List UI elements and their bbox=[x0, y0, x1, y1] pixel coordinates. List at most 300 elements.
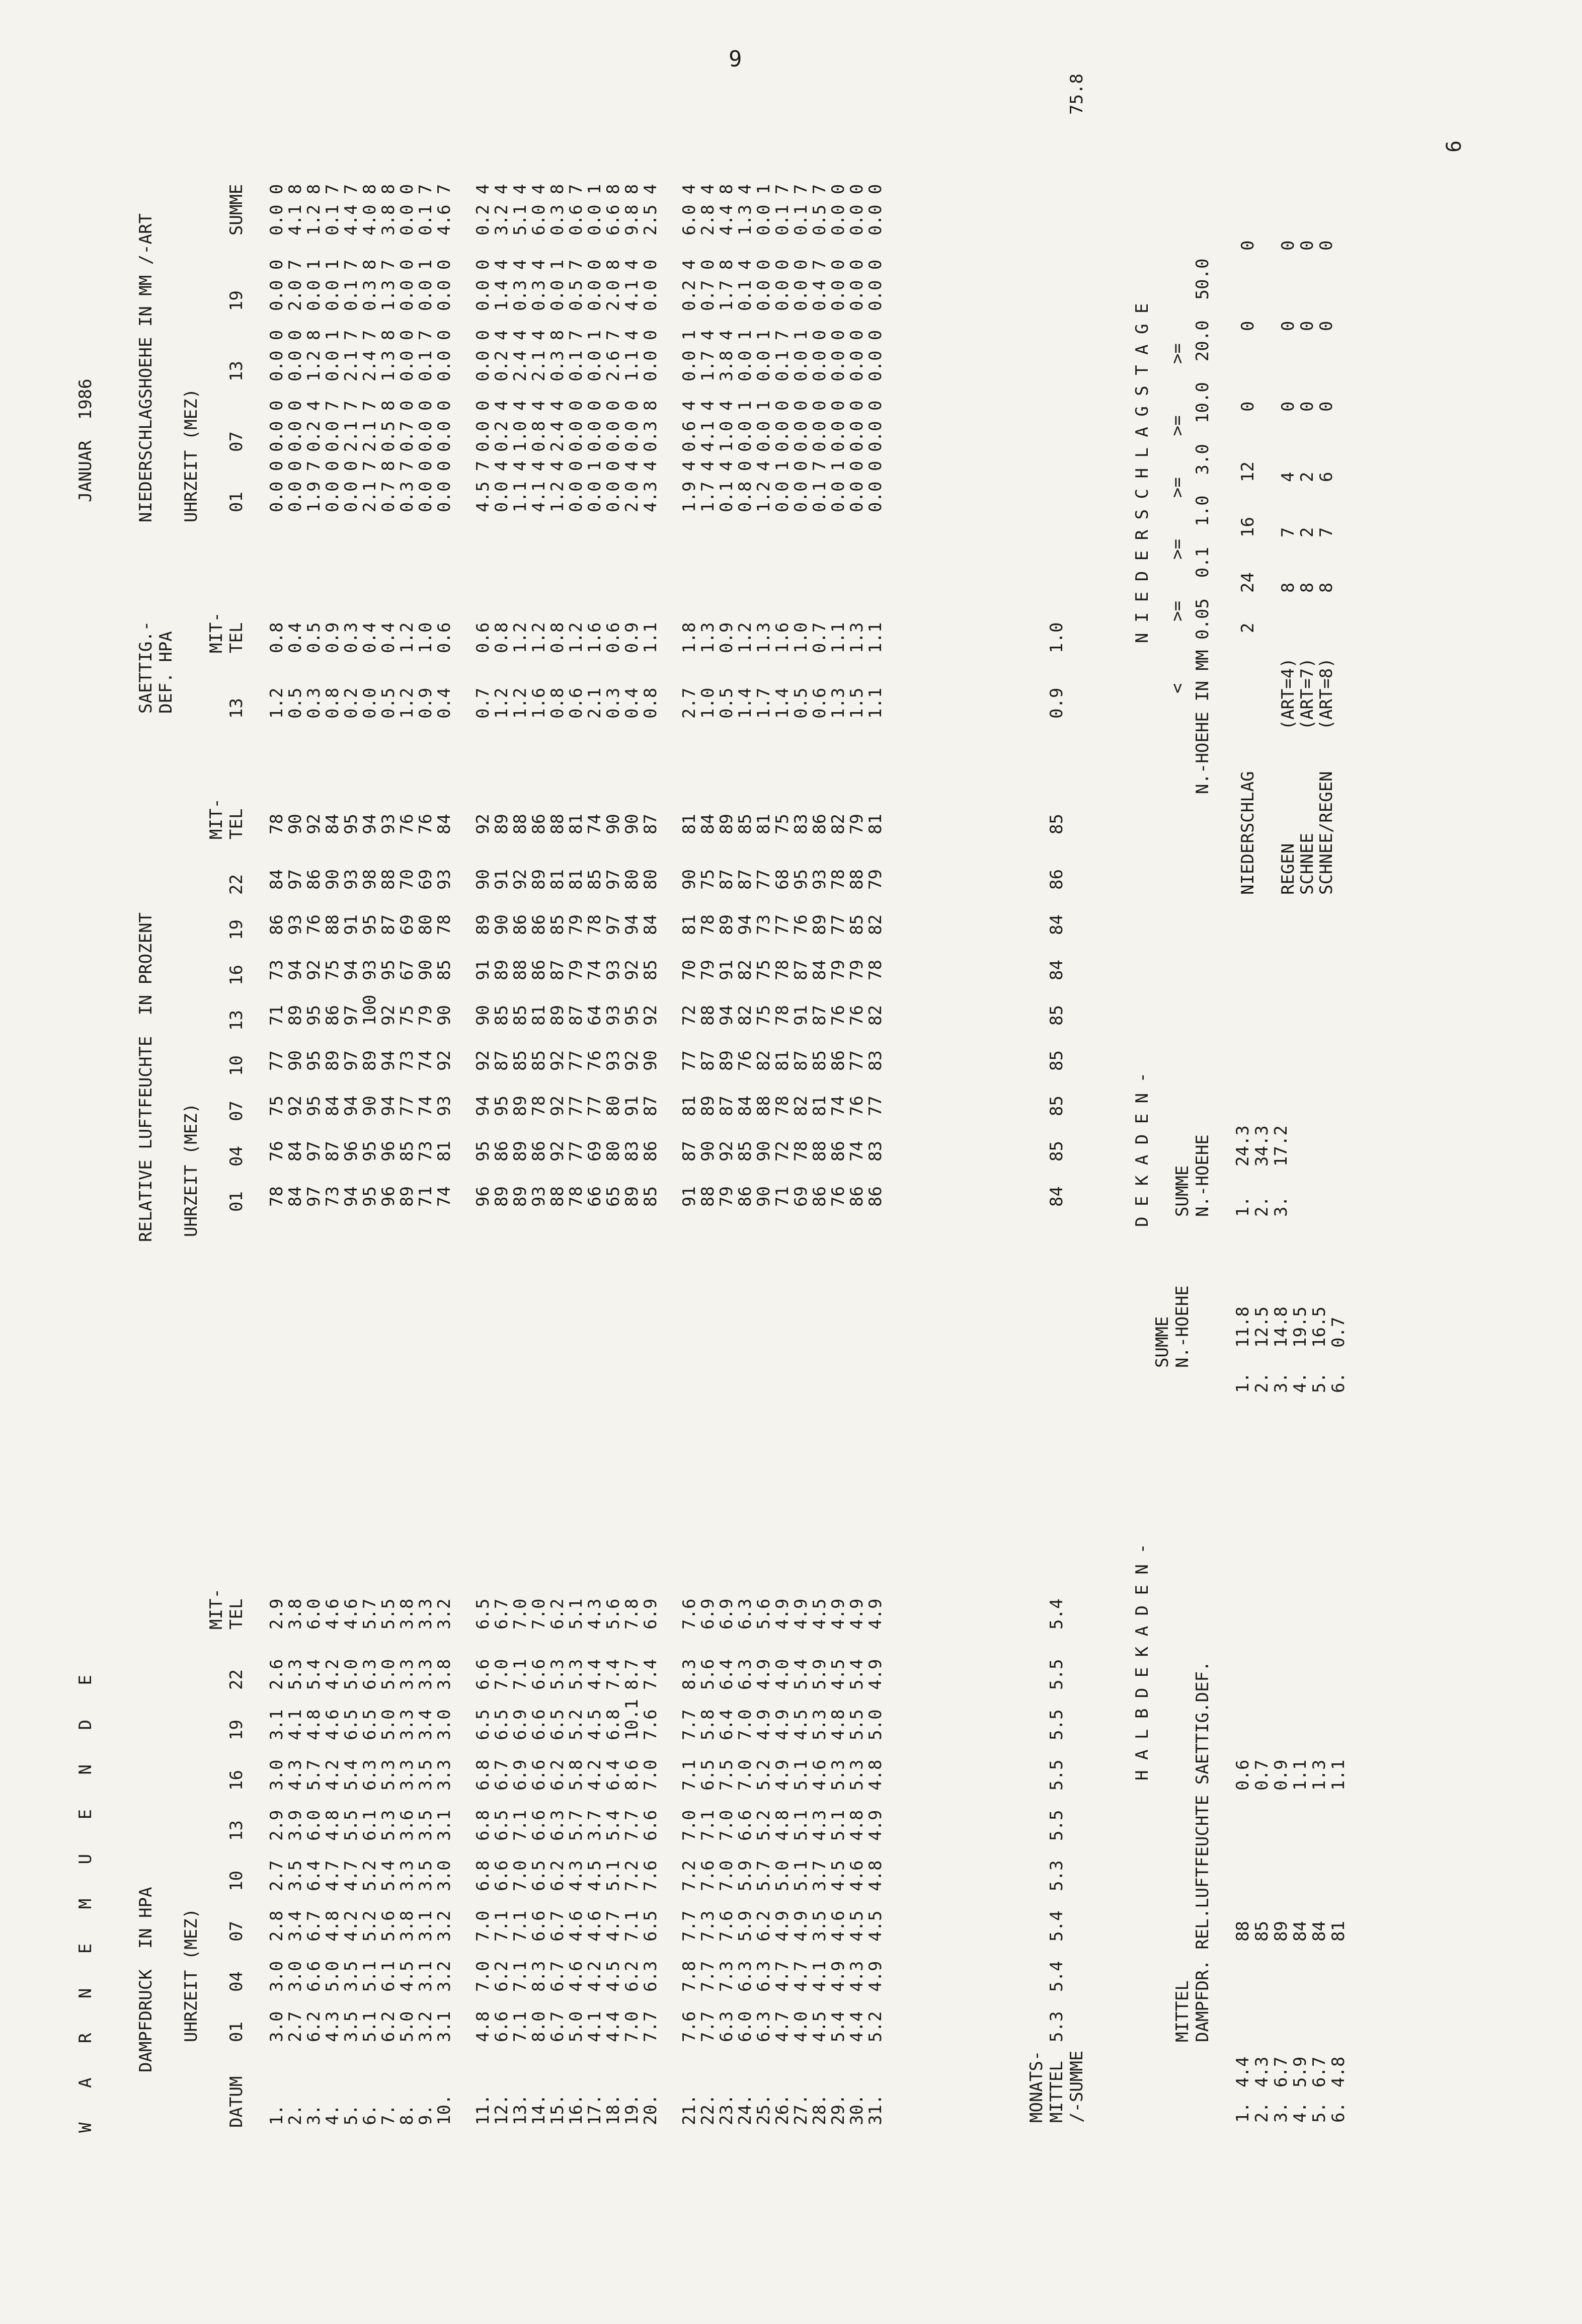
niederschlag-cell: 0.0 0 bbox=[641, 330, 661, 381]
niederschlag-cell: 3.8 8 bbox=[378, 184, 399, 236]
niederschlag-cell: 0.6 7 bbox=[566, 184, 586, 236]
luftfeuchte-cell: 87 bbox=[791, 960, 811, 980]
luftfeuchte-cell: 88 bbox=[547, 814, 568, 834]
niederschlag-cell: 1.7 8 bbox=[717, 259, 737, 311]
dampfdruck-cell: 4.8 bbox=[865, 1860, 886, 1891]
dampfdruck-cell: 5.6 bbox=[603, 1598, 623, 1630]
luftfeuchte-cell: 78 bbox=[698, 914, 718, 935]
luftfeuchte-cell: 76 bbox=[828, 1005, 848, 1026]
dampfdruck-cell: 6.8 bbox=[473, 1810, 493, 1841]
dampfdruck-cell: 3.0 bbox=[285, 1961, 305, 1992]
niederschlag-cell: 0.0 0 bbox=[566, 400, 586, 452]
dampfdruck-cell: 3.5 bbox=[810, 1910, 830, 1942]
luftfeuchte-cell: 82 bbox=[791, 1096, 811, 1116]
dampfdruck-cell: 5.7 bbox=[566, 1810, 586, 1841]
niederschlag-cell: 0.0 0 bbox=[603, 400, 623, 452]
niederschlag-cell: 1.3 8 bbox=[378, 330, 399, 381]
niederschlag-col-header: 01 bbox=[226, 492, 247, 512]
saettigung-cell: 1.6 bbox=[585, 622, 605, 653]
luftfeuchte-cell: 93 bbox=[529, 1186, 549, 1207]
luftfeuchte-cell: 86 bbox=[267, 914, 287, 935]
dampfdruck-cell: 4.8 bbox=[323, 1810, 343, 1841]
niederschlag-col-header: 19 bbox=[226, 290, 247, 311]
datum-cell: 7. bbox=[378, 2105, 399, 2125]
datum-cell: 12. bbox=[492, 2094, 512, 2125]
dampfdruck-cell: 5.4 bbox=[847, 1659, 867, 1690]
luftfeuchte-cell: 86 bbox=[492, 1141, 512, 1161]
niederschlag-cell: 1.1 4 bbox=[510, 460, 530, 512]
dampfdruck-cell: 5.1 bbox=[791, 1759, 811, 1791]
datum-cell: 25. bbox=[754, 2094, 774, 2125]
luftfeuchte-cell: 91 bbox=[341, 914, 361, 935]
dampfdruck-cell: 5.5 bbox=[847, 1709, 867, 1740]
dampfdruck-col-header: 13 bbox=[226, 1820, 247, 1841]
saettigung-cell: 0.3 bbox=[603, 687, 623, 719]
niederschlag-cell: 0.5 7 bbox=[810, 184, 830, 236]
luftfeuchte-cell: 65 bbox=[603, 1186, 623, 1207]
luftfeuchte-cell: 80 bbox=[641, 869, 661, 890]
dampfdruck-cell: 5.0 bbox=[772, 1860, 793, 1891]
luftfeuchte-cell: 92 bbox=[641, 1005, 661, 1026]
dekade-summe: 17.2 bbox=[1271, 1125, 1291, 1167]
luftfeuchte-cell: 86 bbox=[828, 1141, 848, 1161]
luftfeuchte-cell: 73 bbox=[754, 914, 774, 935]
dampfdruck-cell: 4.2 bbox=[585, 1759, 605, 1791]
saettigung-cell: 1.1 bbox=[865, 687, 886, 719]
dampfdruck-cell: 6.7 bbox=[547, 1910, 568, 1942]
dampfdruck-cell: 6.7 bbox=[547, 2011, 568, 2042]
dampfdruck-cell: 4.9 bbox=[865, 1659, 886, 1690]
halbdekade-dampfdruck: 6.7 bbox=[1309, 2056, 1329, 2087]
dampfdruck-cell: 8.6 bbox=[622, 1759, 642, 1791]
monthly-luftfeuchte-cell: 86 bbox=[1047, 869, 1067, 890]
saettigung-cell: 0.7 bbox=[810, 622, 830, 653]
luftfeuchte-cell: 84 bbox=[323, 814, 343, 834]
dampfdruck-cell: 6.9 bbox=[698, 1598, 718, 1630]
dampfdruck-cell: 6.7 bbox=[304, 1910, 324, 1942]
dampfdruck-cell: 5.5 bbox=[378, 1598, 399, 1630]
dampfdruck-cell: 3.2 bbox=[434, 1961, 454, 1992]
saettigung-cell: 1.4 bbox=[735, 687, 755, 719]
dampfdruck-cell: 6.0 bbox=[304, 1810, 324, 1841]
luftfeuchte-cell: 92 bbox=[285, 1096, 305, 1116]
niederschlag-cell: 0.0 0 bbox=[585, 400, 605, 452]
dampfdruck-cell: 7.7 bbox=[679, 1910, 699, 1942]
niederschlag-cell: 0.0 0 bbox=[434, 460, 454, 512]
dampfdruck-cell: 6.8 bbox=[473, 1759, 493, 1791]
niederschlag-cell: 0.0 0 bbox=[847, 259, 867, 311]
niederschlag-cell: 0.0 0 bbox=[754, 259, 774, 311]
halbdekade-index-2: 5. bbox=[1309, 1372, 1329, 1393]
luftfeuchte-cell: 90 bbox=[603, 814, 623, 834]
saettigung-cell: 0.5 bbox=[285, 687, 305, 719]
luftfeuchte-cell: 92 bbox=[547, 1050, 568, 1071]
luftfeuchte-cell: 75 bbox=[698, 869, 718, 890]
saettigung-cell: 1.6 bbox=[772, 622, 793, 653]
luftfeuchte-cell: 92 bbox=[434, 1050, 454, 1071]
luftfeuchte-cell: 95 bbox=[473, 1141, 493, 1161]
halbdekade-dampfdruck: 4.8 bbox=[1328, 2056, 1349, 2087]
datum-cell: 16. bbox=[566, 2094, 586, 2125]
dampfdruck-cell: 5.9 bbox=[735, 1860, 755, 1891]
dampfdruck-cell: 7.0 bbox=[641, 1759, 661, 1791]
luftfeuchte-cell: 95 bbox=[304, 1005, 324, 1026]
dampfdruck-cell: 3.7 bbox=[585, 1810, 605, 1841]
luftfeuchte-cell: 89 bbox=[492, 960, 512, 980]
niederschlag-cell: 1.3 4 bbox=[735, 184, 755, 236]
dampfdruck-cell: 4.7 bbox=[603, 1910, 623, 1942]
luftfeuchte-cell: 87 bbox=[791, 1050, 811, 1071]
luftfeuchte-cell: 71 bbox=[267, 1005, 287, 1026]
datum-cell: 8. bbox=[397, 2105, 417, 2125]
luftfeuchte-cell: 88 bbox=[510, 814, 530, 834]
saettigung-cell: 1.3 bbox=[754, 622, 774, 653]
luftfeuchte-cell: 85 bbox=[847, 914, 867, 935]
niederschlag-cell: 6.6 8 bbox=[603, 184, 623, 236]
luftfeuchte-cell: 89 bbox=[717, 1050, 737, 1071]
niederschlag-cell: 4.1 4 bbox=[698, 400, 718, 452]
dekade-index: 1. bbox=[1233, 1196, 1253, 1217]
dampfdruck-cell: 4.2 bbox=[341, 1910, 361, 1942]
luftfeuchte-cell: 94 bbox=[622, 914, 642, 935]
luftfeuchte-cell: 77 bbox=[754, 869, 774, 890]
luftfeuchte-cell: 79 bbox=[847, 960, 867, 980]
niederschlag-cell: 5.1 4 bbox=[510, 184, 530, 236]
halbdekaden-title: H A L B D E K A D E N - bbox=[1132, 1543, 1152, 1780]
dampfdruck-col-header: 19 bbox=[226, 1720, 247, 1740]
dampfdruck-cell: 7.0 bbox=[492, 1659, 512, 1690]
niederschlag-cell: 0.0 0 bbox=[434, 259, 454, 311]
monthly-luftfeuchte-cell: 84 bbox=[1047, 960, 1067, 980]
niederschlagstage-type-value: 0 bbox=[1316, 401, 1336, 412]
niederschlag-cell: 1.3 7 bbox=[378, 259, 399, 311]
luftfeuchte-cell: 85 bbox=[547, 914, 568, 935]
monthly-dampfdruck-cell: 5.3 bbox=[1047, 2011, 1067, 2042]
dampfdruck-col-header: MIT- TEL bbox=[206, 1588, 247, 1630]
dampfdruck-cell: 7.4 bbox=[603, 1659, 623, 1690]
luftfeuchte-cell: 90 bbox=[285, 814, 305, 834]
niederschlag-cell: 0.0 1 bbox=[416, 259, 436, 311]
dampfdruck-cell: 5.7 bbox=[360, 1598, 380, 1630]
dampfdruck-cell: 6.3 bbox=[754, 1961, 774, 1992]
halbdekaden-header-mittel: MITTEL DAMPFDR. REL.LUFTFEUCHTE SAETTIG.DEF. bbox=[1172, 1661, 1213, 2042]
dampfdruck-cell: 7.0 bbox=[529, 1598, 549, 1630]
niederschlag-cell: 0.0 0 bbox=[473, 259, 493, 311]
luftfeuchte-cell: 89 bbox=[510, 1186, 530, 1207]
dampfdruck-cell: 6.7 bbox=[492, 1759, 512, 1791]
luftfeuchte-cell: 93 bbox=[341, 869, 361, 890]
dampfdruck-cell: 5.3 bbox=[847, 1759, 867, 1791]
station-title: W A R N E M U E N D E bbox=[75, 1663, 96, 2133]
dampfdruck-cell: 5.8 bbox=[698, 1709, 718, 1740]
luftfeuchte-cell: 89 bbox=[810, 914, 830, 935]
datum-cell: 5. bbox=[341, 2105, 361, 2125]
luftfeuchte-cell: 69 bbox=[397, 914, 417, 935]
dampfdruck-cell: 4.4 bbox=[585, 1659, 605, 1690]
niederschlag-cell: 1.1 4 bbox=[622, 330, 642, 381]
luftfeuchte-cell: 75 bbox=[754, 960, 774, 980]
niederschlag-cell: 1.2 8 bbox=[304, 184, 324, 236]
dampfdruck-cell: 4.8 bbox=[772, 1810, 793, 1841]
saettigung-cell: 0.6 bbox=[566, 687, 586, 719]
saettigung-cell: 1.2 bbox=[529, 622, 549, 653]
datum-cell: 23. bbox=[717, 2094, 737, 2125]
dampfdruck-cell: 8.7 bbox=[622, 1659, 642, 1690]
luftfeuchte-cell: 87 bbox=[566, 1005, 586, 1026]
luftfeuchte-cell: 75 bbox=[772, 814, 793, 834]
halbdekade-summe: 14.8 bbox=[1271, 1306, 1291, 1348]
dampfdruck-cell: 2.9 bbox=[267, 1810, 287, 1841]
monthly-luftfeuchte-cell: 85 bbox=[1047, 814, 1067, 834]
luftfeuchte-cell: 81 bbox=[810, 1096, 830, 1116]
dampfdruck-cell: 4.9 bbox=[772, 1598, 793, 1630]
luftfeuchte-cell: 95 bbox=[360, 1141, 380, 1161]
niederschlag-cell: 0.0 0 bbox=[434, 400, 454, 452]
luftfeuchte-cell: 83 bbox=[622, 1141, 642, 1161]
luftfeuchte-cell: 80 bbox=[416, 914, 436, 935]
luftfeuchte-col-header: 22 bbox=[226, 874, 247, 895]
dampfdruck-cell: 7.1 bbox=[510, 1810, 530, 1841]
dampfdruck-cell: 4.5 bbox=[603, 1961, 623, 1992]
datum-cell: 14. bbox=[529, 2094, 549, 2125]
dampfdruck-cell: 4.3 bbox=[566, 1860, 586, 1891]
monthly-saettigung-cell: 1.0 bbox=[1047, 622, 1067, 653]
luftfeuchte-cell: 86 bbox=[810, 814, 830, 834]
luftfeuchte-cell: 95 bbox=[791, 869, 811, 890]
dampfdruck-cell: 3.5 bbox=[416, 1860, 436, 1891]
dampfdruck-cell: 6.3 bbox=[754, 2011, 774, 2042]
luftfeuchte-cell: 90 bbox=[754, 1186, 774, 1207]
dampfdruck-cell: 6.2 bbox=[547, 1759, 568, 1791]
niederschlag-cell: 0.6 4 bbox=[679, 400, 699, 452]
luftfeuchte-cell: 90 bbox=[473, 1005, 493, 1026]
niederschlag-label: NIEDERSCHLAG bbox=[1238, 771, 1258, 895]
luftfeuchte-cell: 78 bbox=[865, 960, 886, 980]
dampfdruck-cell: 6.5 bbox=[492, 1810, 512, 1841]
luftfeuchte-cell: 92 bbox=[304, 960, 324, 980]
dampfdruck-cell: 7.3 bbox=[717, 1961, 737, 1992]
niederschlag-cell: 0.0 1 bbox=[323, 330, 343, 381]
luftfeuchte-cell: 93 bbox=[810, 869, 830, 890]
halbdekade-saettigung: 1.1 bbox=[1290, 1759, 1310, 1791]
dampfdruck-cell: 5.3 bbox=[378, 1810, 399, 1841]
niederschlag-cell: 0.0 1 bbox=[735, 330, 755, 381]
dampfdruck-cell: 6.3 bbox=[735, 1598, 755, 1630]
dampfdruck-cell: 3.3 bbox=[397, 1659, 417, 1690]
luftfeuchte-cell: 90 bbox=[285, 1050, 305, 1071]
dampfdruck-cell: 5.7 bbox=[304, 1759, 324, 1791]
dampfdruck-cell: 7.6 bbox=[641, 1860, 661, 1891]
dampfdruck-cell: 8.3 bbox=[679, 1659, 699, 1690]
dampfdruck-cell: 7.0 bbox=[735, 1709, 755, 1740]
dampfdruck-cell: 3.3 bbox=[397, 1860, 417, 1891]
dampfdruck-cell: 3.0 bbox=[267, 1759, 287, 1791]
dampfdruck-cell: 6.9 bbox=[510, 1759, 530, 1791]
dampfdruck-cell: 3.5 bbox=[416, 1810, 436, 1841]
luftfeuchte-cell: 79 bbox=[566, 960, 586, 980]
luftfeuchte-cell: 98 bbox=[360, 869, 380, 890]
niederschlag-subtitle: UHRZEIT (MEZ) bbox=[181, 388, 201, 522]
niederschlag-cell: 0.0 0 bbox=[603, 460, 623, 512]
luftfeuchte-cell: 94 bbox=[341, 1096, 361, 1116]
luftfeuchte-cell: 78 bbox=[791, 1141, 811, 1161]
niederschlag-col-header: 13 bbox=[226, 361, 247, 381]
niederschlag-cell: 0.0 1 bbox=[772, 460, 793, 512]
luftfeuchte-cell: 81 bbox=[434, 1141, 454, 1161]
halbdekade-luftfeuchte: 88 bbox=[1233, 1921, 1253, 1942]
luftfeuchte-cell: 85 bbox=[434, 960, 454, 980]
luftfeuchte-cell: 74 bbox=[434, 1186, 454, 1207]
luftfeuchte-cell: 77 bbox=[828, 914, 848, 935]
luftfeuchte-cell: 88 bbox=[810, 1141, 830, 1161]
luftfeuchte-cell: 76 bbox=[791, 914, 811, 935]
luftfeuchte-cell: 87 bbox=[547, 960, 568, 980]
datum-cell: 24. bbox=[735, 2094, 755, 2125]
dampfdruck-cell: 4.8 bbox=[847, 1810, 867, 1841]
niederschlag-cell: 0.0 1 bbox=[828, 460, 848, 512]
luftfeuchte-cell: 92 bbox=[510, 869, 530, 890]
niederschlag-cell: 0.1 7 bbox=[772, 330, 793, 381]
niederschlag-cell: 0.0 0 bbox=[267, 330, 287, 381]
niederschlag-cell: 0.3 8 bbox=[547, 184, 568, 236]
datum-cell: 30. bbox=[847, 2094, 867, 2125]
luftfeuchte-cell: 86 bbox=[323, 1005, 343, 1026]
luftfeuchte-cell: 89 bbox=[510, 1141, 530, 1161]
dampfdruck-cell: 4.9 bbox=[865, 1810, 886, 1841]
luftfeuchte-cell: 88 bbox=[323, 914, 343, 935]
monthly-dampfdruck-cell: 5.5 bbox=[1047, 1810, 1067, 1841]
halbdekade-saettigung: 0.7 bbox=[1252, 1759, 1272, 1791]
dampfdruck-cell: 5.1 bbox=[791, 1810, 811, 1841]
luftfeuchte-cell: 83 bbox=[865, 1141, 886, 1161]
dampfdruck-cell: 6.0 bbox=[735, 2011, 755, 2042]
dampfdruck-cell: 4.4 bbox=[603, 2011, 623, 2042]
niederschlag-cell: 2.1 7 bbox=[360, 460, 380, 512]
saettigung-cell: 0.6 bbox=[473, 622, 493, 653]
saettigung-cell: 0.3 bbox=[341, 622, 361, 653]
saettigung-col-header: 13 bbox=[226, 698, 247, 719]
luftfeuchte-cell: 84 bbox=[285, 1141, 305, 1161]
dekade-index: 2. bbox=[1252, 1196, 1272, 1217]
luftfeuchte-cell: 89 bbox=[717, 814, 737, 834]
niederschlagstage-type-label: SCHNEE/REGEN (ART=8) bbox=[1316, 658, 1336, 895]
halbdekade-index: 5. bbox=[1309, 2102, 1329, 2123]
niederschlag-cell: 0.5 7 bbox=[566, 259, 586, 311]
dampfdruck-cell: 6.6 bbox=[529, 1659, 549, 1690]
saettigung-cell: 1.2 bbox=[492, 687, 512, 719]
dampfdruck-cell: 5.4 bbox=[378, 1860, 399, 1891]
halbdekade-index: 2. bbox=[1252, 2102, 1272, 2123]
dampfdruck-cell: 5.1 bbox=[791, 1860, 811, 1891]
luftfeuchte-cell: 87 bbox=[698, 1050, 718, 1071]
dampfdruck-cell: 4.9 bbox=[847, 1598, 867, 1630]
saettigung-cell: 2.7 bbox=[679, 687, 699, 719]
saettigung-cell: 0.4 bbox=[622, 687, 642, 719]
dampfdruck-cell: 5.7 bbox=[754, 1860, 774, 1891]
luftfeuchte-col-header: 10 bbox=[226, 1055, 247, 1076]
niederschlag-cell: 0.0 0 bbox=[473, 400, 493, 452]
luftfeuchte-cell: 76 bbox=[397, 814, 417, 834]
saettigung-cell: 1.2 bbox=[735, 622, 755, 653]
dampfdruck-cell: 3.7 bbox=[810, 1860, 830, 1891]
dampfdruck-cell: 6.3 bbox=[547, 1810, 568, 1841]
dekade-summe: 34.3 bbox=[1252, 1125, 1272, 1167]
luftfeuchte-cell: 88 bbox=[698, 1186, 718, 1207]
luftfeuchte-cell: 82 bbox=[735, 960, 755, 980]
luftfeuchte-cell: 75 bbox=[754, 1005, 774, 1026]
saettigung-cell: 1.3 bbox=[828, 687, 848, 719]
saettigung-cell: 0.2 bbox=[341, 687, 361, 719]
dampfdruck-cell: 7.1 bbox=[510, 2011, 530, 2042]
luftfeuchte-col-header: 16 bbox=[226, 965, 247, 985]
dampfdruck-cell: 7.1 bbox=[622, 1910, 642, 1942]
saettigung-cell: 0.8 bbox=[323, 687, 343, 719]
luftfeuchte-cell: 76 bbox=[735, 1050, 755, 1071]
niederschlag-cell: 2.1 4 bbox=[529, 330, 549, 381]
niederschlag-cell: 0.0 1 bbox=[323, 259, 343, 311]
luftfeuchte-cell: 85 bbox=[585, 869, 605, 890]
dampfdruck-cell: 7.6 bbox=[717, 1910, 737, 1942]
monthly-dampfdruck-cell: 5.4 bbox=[1047, 1910, 1067, 1942]
niederschlagstage-type-label: REGEN (ART=4) bbox=[1278, 658, 1298, 895]
halbdekade-summe: 11.8 bbox=[1233, 1306, 1253, 1348]
luftfeuchte-cell: 79 bbox=[717, 1186, 737, 1207]
dampfdruck-cell: 7.0 bbox=[679, 1810, 699, 1841]
niederschlag-cell: 1.0 4 bbox=[510, 400, 530, 452]
luftfeuchte-cell: 86 bbox=[529, 914, 549, 935]
saettigung-cell: 1.2 bbox=[510, 687, 530, 719]
luftfeuchte-cell: 89 bbox=[547, 1005, 568, 1026]
dampfdruck-title: DAMPFDRUCK IN HPA bbox=[136, 1887, 156, 2072]
monthly-luftfeuchte-cell: 85 bbox=[1047, 1005, 1067, 1026]
datum-cell: 4. bbox=[323, 2105, 343, 2125]
niederschlag-cell: 4.3 4 bbox=[641, 460, 661, 512]
dampfdruck-cell: 7.8 bbox=[679, 1961, 699, 1992]
dampfdruck-cell: 3.3 bbox=[416, 1598, 436, 1630]
luftfeuchte-cell: 76 bbox=[828, 1186, 848, 1207]
luftfeuchte-cell: 81 bbox=[754, 814, 774, 834]
niederschlag-cell: 0.0 0 bbox=[473, 330, 493, 381]
niederschlag-cell: 4.1 4 bbox=[622, 259, 642, 311]
halbdekade-index: 6. bbox=[1328, 2102, 1349, 2123]
luftfeuchte-cell: 85 bbox=[510, 1050, 530, 1071]
dampfdruck-cell: 3.0 bbox=[434, 1709, 454, 1740]
luftfeuchte-cell: 87 bbox=[641, 814, 661, 834]
luftfeuchte-cell: 68 bbox=[772, 869, 793, 890]
luftfeuchte-cell: 95 bbox=[341, 814, 361, 834]
dampfdruck-cell: 4.0 bbox=[772, 1659, 793, 1690]
dampfdruck-cell: 3.0 bbox=[267, 2011, 287, 2042]
niederschlagstage-value: 0 bbox=[1238, 401, 1258, 412]
luftfeuchte-cell: 86 bbox=[828, 1050, 848, 1071]
niederschlagstage-values-header: N.-HOEHE IN MM 0.05 0.1 1.0 3.0 10.0 20.0 50.0 bbox=[1193, 258, 1213, 794]
luftfeuchte-cell: 84 bbox=[285, 1186, 305, 1207]
luftfeuchte-cell: 94 bbox=[473, 1096, 493, 1116]
halbdekade-index: 4. bbox=[1290, 2102, 1310, 2123]
halbdekade-index: 1. bbox=[1233, 2102, 1253, 2123]
luftfeuchte-cell: 85 bbox=[510, 1005, 530, 1026]
luftfeuchte-cell: 73 bbox=[416, 1141, 436, 1161]
niederschlag-cell: 0.7 8 bbox=[378, 460, 399, 512]
dampfdruck-cell: 5.4 bbox=[828, 2011, 848, 2042]
luftfeuchte-cell: 76 bbox=[267, 1141, 287, 1161]
luftfeuchte-cell: 77 bbox=[397, 1096, 417, 1116]
saettigung-cell: 1.1 bbox=[641, 622, 661, 653]
luftfeuchte-cell: 87 bbox=[323, 1141, 343, 1161]
luftfeuchte-cell: 81 bbox=[772, 1050, 793, 1071]
niederschlag-cell: 0.3 7 bbox=[397, 460, 417, 512]
halbdekade-summe: 19.5 bbox=[1290, 1306, 1310, 1348]
